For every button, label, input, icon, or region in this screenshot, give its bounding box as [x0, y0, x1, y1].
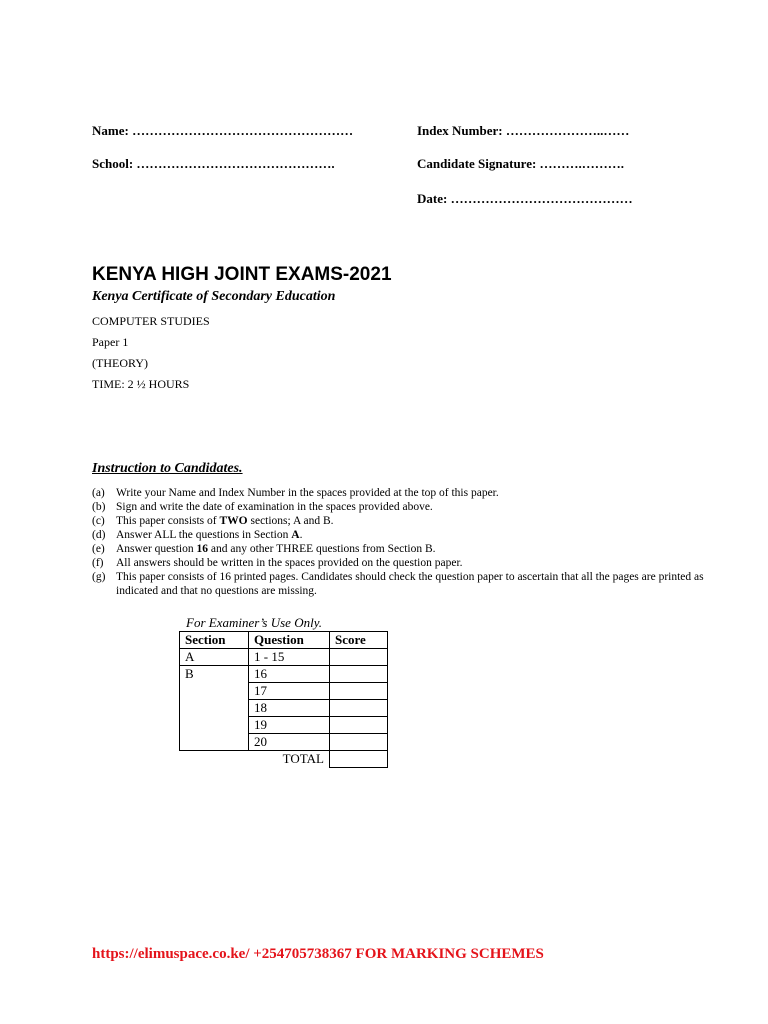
instruction-item: [92, 556, 732, 570]
instruction-text: Answer ALL the questions in Section A.: [116, 529, 303, 541]
index-number-field[interactable]: Index Number: …………………..……: [417, 123, 630, 138]
examiner-caption: For Examiner’s Use Only.: [186, 615, 323, 630]
instruction-text: All answers should be written in the spaces provided on the question paper.: [116, 557, 463, 569]
score-cell[interactable]: [330, 734, 388, 751]
instruction-label: (g): [92, 571, 106, 583]
instruction-text: Write your Name and Index Number in the spaces provided at the top of this paper.: [116, 487, 499, 499]
instruction-item: [92, 570, 732, 598]
header-score: Score: [330, 632, 388, 649]
exam-subtitle: Kenya Certificate of Secondary Education: [92, 289, 336, 304]
header-question: Question: [249, 632, 330, 649]
score-cell[interactable]: [330, 700, 388, 717]
table-row: [180, 649, 388, 666]
school-field[interactable]: School: ……………………………………….: [92, 156, 335, 171]
name-field[interactable]: Name: ……………………………………………: [92, 123, 354, 138]
score-cell[interactable]: [330, 717, 388, 734]
footer-link[interactable]: https://elimuspace.co.ke/ +254705738367 FOR MARKING SCHEMES: [92, 946, 544, 962]
score-table: [179, 631, 388, 768]
total-label: TOTAL: [249, 751, 330, 768]
header-section: Section: [180, 632, 249, 649]
instruction-text: This paper consists of 16 printed pages. Candidates should check the question paper to ascertain that all the pages are printed as indicated and that no questions are missing.: [116, 571, 704, 597]
candidate-signature-field[interactable]: Candidate Signature: ……….……….: [417, 156, 625, 171]
instruction-label: (c): [92, 515, 105, 527]
instructions-list: [92, 486, 732, 598]
exam-time: TIME: 2 ½ HOURS: [92, 377, 190, 391]
instruction-label: (d): [92, 529, 106, 541]
question-cell: 17: [249, 683, 330, 700]
instructions-heading: Instruction to Candidates.: [92, 461, 243, 476]
section-a-cell: A: [180, 649, 249, 666]
question-cell: 1 - 15: [249, 649, 330, 666]
question-cell: 20: [249, 734, 330, 751]
instruction-item: [92, 500, 732, 514]
instruction-label: (e): [92, 543, 105, 555]
instruction-item: [92, 486, 732, 500]
instruction-text: This paper consists of TWO sections; A and B.: [116, 515, 334, 527]
instruction-label: (b): [92, 501, 106, 513]
question-cell: 18: [249, 700, 330, 717]
instruction-item: [92, 514, 732, 528]
instruction-item: [92, 528, 732, 542]
date-field[interactable]: Date: ……………………………………: [417, 191, 633, 206]
question-cell: 19: [249, 717, 330, 734]
instruction-item: [92, 542, 732, 556]
paper-number: Paper 1: [92, 335, 129, 349]
section-b-cell: B: [180, 666, 249, 751]
subject-name: COMPUTER STUDIES: [92, 314, 210, 328]
score-cell[interactable]: [330, 649, 388, 666]
empty-cell: [180, 751, 249, 768]
score-cell[interactable]: [330, 683, 388, 700]
exam-title: KENYA HIGH JOINT EXAMS-2021: [92, 264, 392, 285]
paper-type: (THEORY): [92, 356, 148, 370]
instruction-label: (f): [92, 557, 104, 569]
table-row: [180, 666, 388, 683]
total-score-cell[interactable]: [330, 751, 388, 768]
table-header-row: [180, 632, 388, 649]
question-cell: 16: [249, 666, 330, 683]
instruction-text: Sign and write the date of examination in the spaces provided above.: [116, 501, 433, 513]
table-total-row: [180, 751, 388, 768]
instruction-label: (a): [92, 487, 105, 499]
instruction-text: Answer question 16 and any other THREE questions from Section B.: [116, 543, 436, 555]
score-cell[interactable]: [330, 666, 388, 683]
